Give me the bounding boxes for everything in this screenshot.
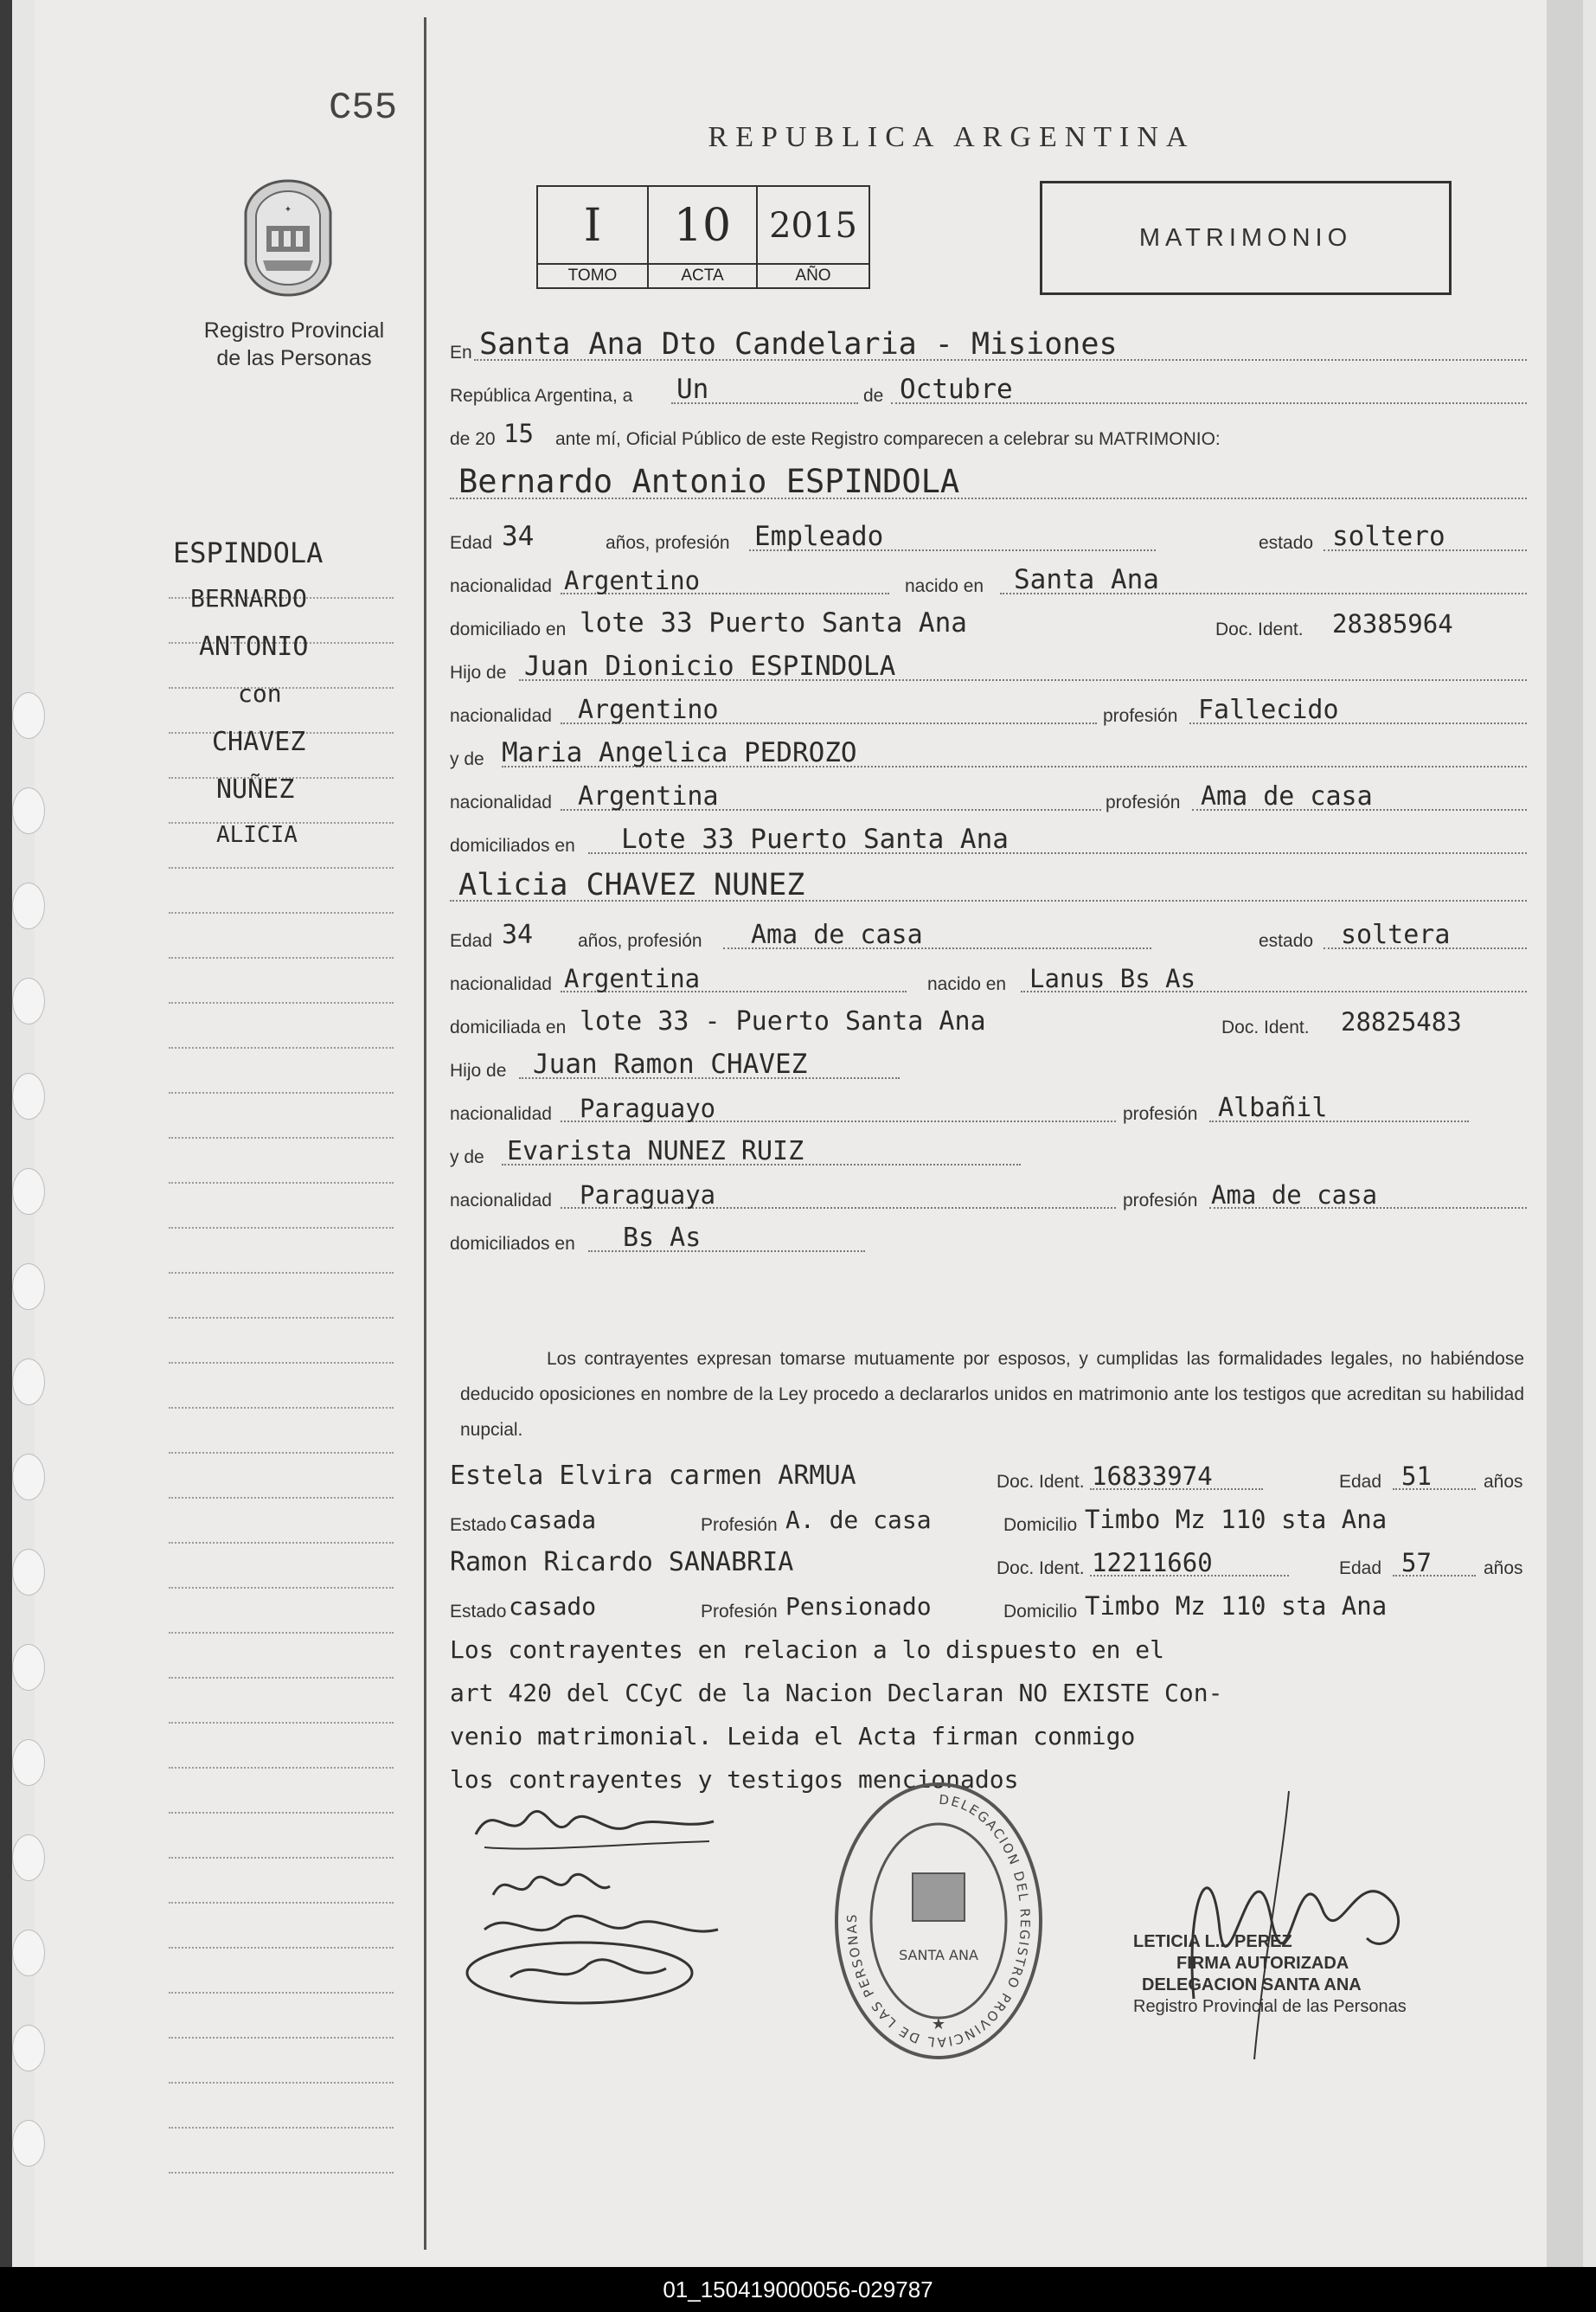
margin-name-line: BERNARDO: [190, 584, 307, 613]
label-en: En: [450, 343, 472, 363]
value-witness1-domicilio: Timbo Mz 110 sta Ana: [1085, 1505, 1388, 1534]
value-spouse2-madre-prof: Ama de casa: [1211, 1180, 1378, 1210]
label-nacionalidad: nacionalidad: [450, 1191, 552, 1211]
label-domiciliada: domiciliada en: [450, 1018, 567, 1037]
official-office: DELEGACION SANTA ANA: [1142, 1975, 1362, 1994]
value-spouse1-padre: Juan Dionicio ESPINDOLA: [524, 651, 896, 682]
row-spouse2-edad: [450, 917, 1527, 952]
record-type-box: MATRIMONIO: [1040, 181, 1452, 295]
row-witness2-name: [450, 1545, 1527, 1579]
value-witness2-domicilio: Timbo Mz 110 sta Ana: [1085, 1591, 1388, 1621]
label-profesion: profesión: [1103, 706, 1178, 726]
label-estado: estado: [1259, 931, 1314, 951]
row-spouse1-name: [450, 463, 1527, 502]
value-witness1-name: Estela Elvira carmen ARMUA: [450, 1461, 856, 1491]
label-nacionalidad: nacionalidad: [450, 793, 552, 812]
stamp-ring-text: DELEGACION DEL REGISTRO PROVINCIAL DE LAS PERSONAS: [843, 1791, 1034, 2051]
official-signature-block: [1133, 1931, 1410, 2018]
row-spouse2-name: [450, 870, 1527, 904]
row-spouse2-doms: [450, 1220, 1527, 1255]
label-hijo-de: Hijo de: [450, 663, 507, 683]
label-edad: Edad: [1339, 1472, 1382, 1492]
label-domiciliados: domiciliados en: [450, 836, 575, 856]
official-name: LETICIA L... PEREZ: [1133, 1932, 1292, 1951]
value-spouse1-padre-prof: Fallecido: [1198, 695, 1339, 725]
label-edad: Edad: [450, 533, 493, 553]
value-spouse2-madre: Evarista NUNEZ RUIZ: [507, 1136, 804, 1166]
declaration-paragraph: Los contrayentes expresan tomarse mutuamente por esposos, y cumplidas las formalidades legales, no habiéndose deducido oposiciones en nombre de la Ley procedo a declararlos unidos en matrimonio ante los testigos que acreditan su habilidad nupcial.: [460, 1349, 1524, 1440]
label-estado: Estado: [450, 1515, 507, 1535]
row-witness1-name: [450, 1458, 1527, 1493]
binding-hole: [12, 1358, 45, 1405]
acta-label: ACTA: [649, 263, 756, 287]
stamp-center-text: SANTA ANA: [899, 1947, 978, 1963]
value-spouse1-nacionalidad: Argentino: [564, 566, 701, 595]
value-witness1-doc: 16833974: [1092, 1461, 1213, 1491]
binding-hole: [12, 1834, 45, 1881]
label-anios-profesion: años, profesión: [606, 533, 730, 553]
label-doc: Doc. Ident.: [997, 1558, 1085, 1578]
value-witness2-profesion: Pensionado: [785, 1592, 932, 1621]
binding-hole: [12, 2025, 45, 2071]
value-spouse2-estado: soltera: [1341, 920, 1451, 950]
acta-value: 10: [673, 200, 732, 252]
binding-hole: [12, 787, 45, 834]
value-spouse2-padre: Juan Ramon CHAVEZ: [533, 1049, 808, 1080]
value-witness2-estado: casado: [509, 1592, 597, 1621]
binding-hole: [12, 692, 45, 739]
row-note-1: [450, 1631, 1527, 1666]
label-estado: estado: [1259, 533, 1314, 553]
signature-witnesses: [458, 1904, 735, 2016]
row-place: [450, 329, 1527, 363]
registry-label: [190, 317, 398, 372]
label-y-de: y de: [450, 1147, 484, 1167]
label-anios-profesion: años, profesión: [578, 931, 702, 951]
value-spouse2-domicilio: lote 33 - Puerto Santa Ana: [580, 1006, 986, 1037]
label-year-prefix: de 20: [450, 429, 496, 449]
value-spouse1-madre: Maria Angelica PEDROZO: [502, 737, 857, 768]
label-hijo-de: Hijo de: [450, 1061, 507, 1081]
value-spouse2-nacido: Lanus Bs As: [1029, 964, 1196, 993]
value-spouse2-edad: 34: [502, 920, 534, 950]
value-note-line4: los contrayentes y testigos mencionados: [450, 1765, 1019, 1794]
label-estado: Estado: [450, 1602, 507, 1622]
margin-name-line: con: [238, 679, 282, 708]
row-date: [450, 372, 1527, 407]
margin-divider: [424, 17, 426, 2250]
anio-cell: [758, 187, 869, 287]
label-domiciliado: domiciliado en: [450, 620, 567, 639]
label-anios: años: [1484, 1558, 1523, 1578]
label-domicilio: Domicilio: [1003, 1515, 1078, 1535]
binding-hole: [12, 1930, 45, 1976]
row-spouse1-madre: [450, 735, 1527, 770]
margin-name-line: NUÑEZ: [216, 774, 295, 805]
signature-official: [1159, 1774, 1419, 2068]
value-spouse1-doms: Lote 33 Puerto Santa Ana: [621, 824, 1009, 855]
label-y-de: y de: [450, 749, 484, 769]
svg-text:✦: ✦: [284, 205, 292, 215]
official-role: FIRMA AUTORIZADA: [1176, 1954, 1349, 1973]
value-month: Octubre: [900, 374, 1013, 405]
label-nacido-en: nacido en: [905, 576, 984, 596]
binding-holes: [12, 692, 47, 2250]
value-spouse2-doc: 28825483: [1341, 1007, 1462, 1037]
binding-hole: [12, 1263, 45, 1310]
value-witness2-doc: 12211660: [1092, 1548, 1213, 1577]
label-profesion: profesión: [1123, 1104, 1198, 1124]
value-spouse2-padre-nac: Paraguayo: [580, 1094, 716, 1123]
value-spouse2-padre-prof: Albañil: [1218, 1093, 1328, 1123]
label-profesion: Profesión: [701, 1515, 778, 1535]
label-doc: Doc. Ident.: [1215, 620, 1304, 639]
province-seal-icon: [240, 177, 336, 299]
page-right-edge: [1547, 0, 1583, 2267]
label-domiciliados: domiciliados en: [450, 1234, 575, 1254]
value-note-line1: Los contrayentes en relacion a lo dispuesto en el: [450, 1635, 1165, 1664]
value-spouse1-domicilio: lote 33 Puerto Santa Ana: [580, 607, 967, 639]
value-spouse1-edad: 34: [502, 521, 535, 552]
label-de: de: [863, 386, 884, 406]
official-registry: Registro Provincial de las Personas: [1133, 1997, 1407, 2016]
value-spouse1-padre-nac: Argentino: [578, 695, 719, 725]
tomo-cell: [538, 187, 649, 287]
row-note-3: [450, 1718, 1527, 1752]
document-id-footer: 01_150419000056-029787: [0, 2267, 1596, 2312]
label-doc: Doc. Ident.: [997, 1472, 1085, 1492]
row-witness2-details: [450, 1588, 1527, 1622]
label-domicilio: Domicilio: [1003, 1602, 1078, 1622]
value-spouse1-doc: 28385964: [1332, 609, 1453, 639]
margin-name-line: ESPINDOLA: [173, 536, 324, 569]
row-witness1-details: [450, 1501, 1527, 1536]
row-spouse2-dom: [450, 1004, 1527, 1038]
signature-spouse1: [467, 1791, 727, 1860]
binding-hole: [12, 978, 45, 1024]
tomo-label: TOMO: [538, 263, 647, 287]
official-stamp: [830, 1778, 1047, 2064]
value-place: Santa Ana Dto Candelaria - Misiones: [479, 327, 1118, 362]
record-number-table: [536, 185, 870, 289]
value-spouse1-estado: soltero: [1332, 521, 1445, 552]
row-spouse1-padre: [450, 649, 1527, 684]
binding-hole: [12, 1073, 45, 1120]
label-nacionalidad: nacionalidad: [450, 576, 552, 596]
binding-hole: [12, 2120, 45, 2167]
page-code: C55: [329, 87, 398, 130]
value-witness1-edad: 51: [1401, 1461, 1432, 1491]
acta-cell: [649, 187, 758, 287]
binding-hole: [12, 883, 45, 929]
country-title: REPUBLICA ARGENTINA: [708, 121, 1195, 153]
row-spouse2-madre-nac: [450, 1177, 1527, 1211]
margin-name-line: ANTONIO: [199, 632, 309, 662]
row-spouse1-nac: [450, 562, 1527, 597]
value-spouse1-name: Bernardo Antonio ESPINDOLA: [458, 463, 960, 500]
value-witness2-edad: 57: [1401, 1548, 1432, 1577]
value-spouse1-profesion: Empleado: [754, 521, 884, 552]
row-spouse2-padre-nac: [450, 1090, 1527, 1125]
value-spouse1-nacido: Santa Ana: [1014, 564, 1159, 595]
label-nacido-en: nacido en: [927, 974, 1007, 994]
binding-hole: [12, 1168, 45, 1215]
label-republica: República Argentina, a: [450, 386, 633, 406]
row-spouse2-madre: [450, 1134, 1527, 1168]
margin-name-line: CHAVEZ: [212, 727, 306, 757]
label-comparecen: ante mí, Oficial Público de este Registro comparecen a celebrar su MATRIMONIO:: [555, 429, 1221, 449]
label-nacionalidad: nacionalidad: [450, 1104, 552, 1124]
value-spouse2-doms: Bs As: [623, 1223, 702, 1253]
binding-hole: [12, 1739, 45, 1786]
row-spouse2-nac: [450, 960, 1527, 995]
label-doc: Doc. Ident.: [1221, 1018, 1310, 1037]
value-spouse1-madre-nac: Argentina: [578, 781, 719, 812]
margin-name-line: ALICIA: [216, 822, 298, 848]
row-spouse1-edad: [450, 519, 1527, 554]
label-profesion: profesión: [1123, 1191, 1198, 1211]
row-spouse1-padre-nac: [450, 692, 1527, 727]
value-note-line2: art 420 del CCyC de la Nacion Declaran NO EXISTE Con-: [450, 1679, 1223, 1707]
binding-edge: [0, 0, 12, 2267]
value-spouse2-profesion: Ama de casa: [751, 920, 923, 950]
value-year-suffix: 15: [503, 419, 534, 448]
value-spouse1-madre-prof: Ama de casa: [1201, 781, 1373, 812]
value-spouse2-nacionalidad: Argentina: [564, 964, 701, 993]
value-spouse2-name: Alicia CHAVEZ NUNEZ: [458, 868, 805, 902]
value-witness2-name: Ramon Ricardo SANABRIA: [450, 1547, 794, 1577]
binding-hole: [12, 1644, 45, 1691]
binding-hole: [12, 1549, 45, 1596]
label-anios: años: [1484, 1472, 1523, 1492]
value-witness1-profesion: A. de casa: [785, 1506, 932, 1534]
label-nacionalidad: nacionalidad: [450, 706, 552, 726]
value-day: Un: [676, 374, 709, 405]
value-note-line3: venio matrimonial. Leida el Acta firman conmigo: [450, 1722, 1136, 1750]
label-edad: Edad: [450, 931, 493, 951]
value-spouse2-madre-nac: Paraguaya: [580, 1180, 716, 1210]
anio-label: AÑO: [758, 263, 869, 287]
value-witness1-estado: casada: [509, 1506, 597, 1534]
registry-label-line1: Registro Provincial: [203, 318, 385, 343]
row-year: [450, 415, 1527, 450]
label-edad: Edad: [1339, 1558, 1382, 1578]
svg-text:★: ★: [931, 2015, 946, 2033]
tomo-value: I: [583, 200, 602, 252]
anio-value: 2015: [769, 206, 857, 246]
label-profesion: Profesión: [701, 1602, 778, 1622]
row-spouse1-dom: [450, 606, 1527, 640]
registry-label-line2: de las Personas: [216, 346, 372, 370]
label-nacionalidad: nacionalidad: [450, 974, 552, 994]
row-spouse1-madre-nac: [450, 779, 1527, 813]
binding-hole: [12, 1454, 45, 1500]
row-spouse2-padre: [450, 1047, 1527, 1082]
row-note-2: [450, 1674, 1527, 1709]
label-profesion: profesión: [1106, 793, 1181, 812]
row-spouse1-doms: [450, 822, 1527, 857]
